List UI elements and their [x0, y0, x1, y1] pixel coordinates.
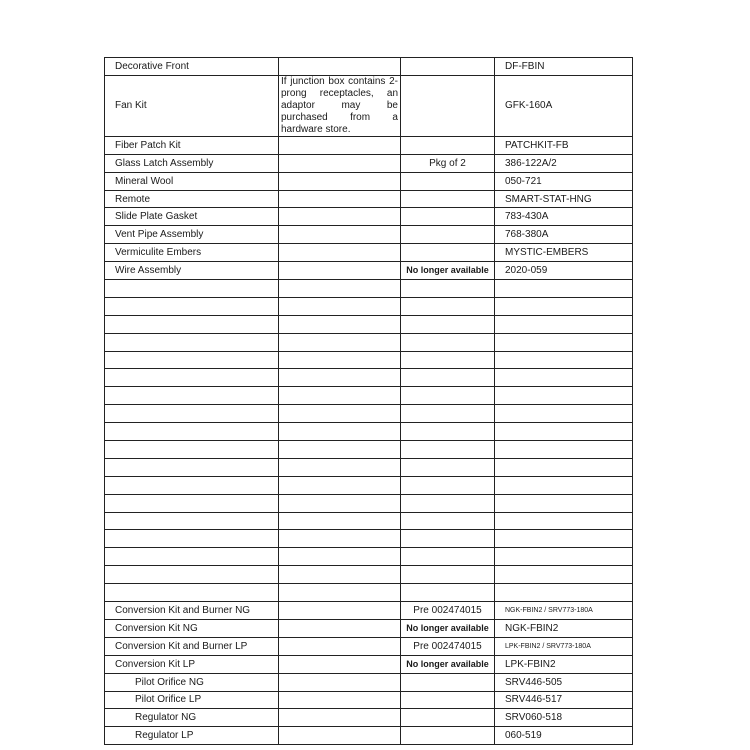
table-row: [105, 226, 633, 244]
empty-cell: [105, 584, 279, 602]
blank-row: [105, 333, 633, 351]
quantity-cell: [401, 136, 495, 154]
note-cell: [279, 637, 401, 655]
table-row: [105, 637, 633, 655]
part-number-cell: LPK-FBIN2 / SRV773-180A: [495, 637, 633, 655]
empty-cell: [495, 548, 633, 566]
part-name-cell: Glass Latch Assembly: [105, 154, 279, 172]
empty-cell: [401, 423, 495, 441]
blank-row: [105, 476, 633, 494]
table-row: [105, 691, 633, 709]
empty-cell: [105, 530, 279, 548]
table-row: [105, 262, 633, 280]
empty-cell: [495, 441, 633, 459]
table-row: [105, 709, 633, 727]
empty-cell: [105, 351, 279, 369]
part-number-cell: 783-430A: [495, 208, 633, 226]
blank-row: [105, 351, 633, 369]
quantity-cell: [401, 58, 495, 76]
empty-cell: [401, 441, 495, 459]
empty-cell: [495, 315, 633, 333]
empty-cell: [495, 512, 633, 530]
table-row: [105, 602, 633, 620]
blank-row: [105, 387, 633, 405]
empty-cell: [105, 405, 279, 423]
empty-cell: [495, 584, 633, 602]
empty-cell: [401, 369, 495, 387]
note-cell: [279, 691, 401, 709]
part-name-cell: Vermiculite Embers: [105, 244, 279, 262]
empty-cell: [401, 315, 495, 333]
parts-table-body: [105, 58, 633, 745]
part-number-cell: SRV446-505: [495, 673, 633, 691]
note-cell: [279, 208, 401, 226]
empty-cell: [279, 566, 401, 584]
part-number-cell: MYSTIC-EMBERS: [495, 244, 633, 262]
empty-cell: [279, 297, 401, 315]
empty-cell: [105, 548, 279, 566]
part-number-cell: 060-519: [495, 727, 633, 745]
empty-cell: [279, 423, 401, 441]
quantity-cell: [401, 208, 495, 226]
empty-cell: [401, 280, 495, 298]
empty-cell: [401, 548, 495, 566]
part-number-cell: SMART-STAT-HNG: [495, 190, 633, 208]
table-row: [105, 619, 633, 637]
table-row: [105, 727, 633, 745]
empty-cell: [105, 387, 279, 405]
part-name-cell: Conversion Kit and Burner LP: [105, 637, 279, 655]
empty-cell: [401, 584, 495, 602]
note-cell: [279, 619, 401, 637]
empty-cell: [279, 280, 401, 298]
quantity-cell: [401, 226, 495, 244]
part-name-cell: Fiber Patch Kit: [105, 136, 279, 154]
note-cell: [279, 709, 401, 727]
note-cell: [279, 58, 401, 76]
quantity-cell: Pkg of 2: [401, 154, 495, 172]
note-cell: [279, 727, 401, 745]
empty-cell: [495, 369, 633, 387]
part-number-cell: LPK-FBIN2: [495, 655, 633, 673]
empty-cell: [105, 315, 279, 333]
quantity-cell: [401, 75, 495, 136]
empty-cell: [495, 566, 633, 584]
empty-cell: [495, 297, 633, 315]
empty-cell: [279, 369, 401, 387]
empty-cell: [105, 423, 279, 441]
note-cell: [279, 673, 401, 691]
quantity-cell: [401, 727, 495, 745]
empty-cell: [495, 351, 633, 369]
empty-cell: [279, 333, 401, 351]
part-name-cell: Conversion Kit and Burner NG: [105, 602, 279, 620]
empty-cell: [279, 315, 401, 333]
empty-cell: [279, 548, 401, 566]
blank-row: [105, 315, 633, 333]
empty-cell: [401, 566, 495, 584]
part-number-cell: SRV446-517: [495, 691, 633, 709]
part-number-cell: NGK-FBIN2: [495, 619, 633, 637]
part-number-cell: NGK-FBIN2 / SRV773-180A: [495, 602, 633, 620]
part-name-cell: Slide Plate Gasket: [105, 208, 279, 226]
table-row: [105, 136, 633, 154]
empty-cell: [401, 512, 495, 530]
quantity-cell: [401, 190, 495, 208]
note-cell: [279, 226, 401, 244]
blank-row: [105, 441, 633, 459]
parts-table: [104, 57, 633, 745]
blank-row: [105, 280, 633, 298]
empty-cell: [279, 351, 401, 369]
note-cell: [279, 154, 401, 172]
table-row: [105, 190, 633, 208]
empty-cell: [401, 333, 495, 351]
blank-row: [105, 297, 633, 315]
part-number-cell: SRV060-518: [495, 709, 633, 727]
empty-cell: [279, 476, 401, 494]
quantity-cell: [401, 691, 495, 709]
empty-cell: [279, 441, 401, 459]
empty-cell: [495, 333, 633, 351]
part-number-cell: DF-FBIN: [495, 58, 633, 76]
table-row: [105, 154, 633, 172]
empty-cell: [279, 584, 401, 602]
empty-cell: [105, 280, 279, 298]
note-cell: [279, 172, 401, 190]
empty-cell: [401, 297, 495, 315]
empty-cell: [401, 387, 495, 405]
empty-cell: [495, 387, 633, 405]
quantity-cell: No longer available: [401, 619, 495, 637]
note-cell: [279, 655, 401, 673]
empty-cell: [105, 333, 279, 351]
empty-cell: [495, 423, 633, 441]
table-row: [105, 244, 633, 262]
part-name-cell: Wire Assembly: [105, 262, 279, 280]
blank-row: [105, 494, 633, 512]
blank-row: [105, 530, 633, 548]
blank-row: [105, 405, 633, 423]
part-name-cell: Vent Pipe Assembly: [105, 226, 279, 244]
empty-cell: [495, 530, 633, 548]
note-cell: [279, 262, 401, 280]
empty-cell: [105, 369, 279, 387]
part-number-cell: PATCHKIT-FB: [495, 136, 633, 154]
part-number-cell: 050-721: [495, 172, 633, 190]
part-number-cell: 386-122A/2: [495, 154, 633, 172]
empty-cell: [105, 494, 279, 512]
part-name-cell: Decorative Front: [105, 58, 279, 76]
blank-row: [105, 584, 633, 602]
table-row: [105, 172, 633, 190]
empty-cell: [495, 476, 633, 494]
part-number-cell: 2020-059: [495, 262, 633, 280]
empty-cell: [105, 458, 279, 476]
empty-cell: [495, 458, 633, 476]
empty-cell: [105, 476, 279, 494]
empty-cell: [105, 566, 279, 584]
empty-cell: [105, 512, 279, 530]
blank-row: [105, 369, 633, 387]
blank-row: [105, 458, 633, 476]
part-name-cell: Pilot Orifice NG: [105, 673, 279, 691]
note-cell: [279, 190, 401, 208]
part-name-cell: Conversion Kit LP: [105, 655, 279, 673]
note-cell: [279, 602, 401, 620]
empty-cell: [105, 441, 279, 459]
empty-cell: [495, 280, 633, 298]
empty-cell: [105, 297, 279, 315]
note-cell: If junction box contains 2-prong receptacles, an adaptor may be purchased from a hardware store.: [279, 75, 401, 136]
part-name-cell: Conversion Kit NG: [105, 619, 279, 637]
part-name-cell: Pilot Orifice LP: [105, 691, 279, 709]
table-row: [105, 673, 633, 691]
quantity-cell: Pre 002474015: [401, 637, 495, 655]
blank-row: [105, 512, 633, 530]
empty-cell: [279, 512, 401, 530]
empty-cell: [279, 387, 401, 405]
empty-cell: [401, 458, 495, 476]
quantity-cell: [401, 172, 495, 190]
empty-cell: [401, 494, 495, 512]
blank-row: [105, 548, 633, 566]
empty-cell: [401, 351, 495, 369]
quantity-cell: [401, 244, 495, 262]
empty-cell: [495, 494, 633, 512]
empty-cell: [401, 476, 495, 494]
table-row: [105, 655, 633, 673]
part-number-cell: 768-380A: [495, 226, 633, 244]
quantity-cell: [401, 709, 495, 727]
empty-cell: [279, 494, 401, 512]
empty-cell: [401, 530, 495, 548]
part-name-cell: Regulator LP: [105, 727, 279, 745]
empty-cell: [401, 405, 495, 423]
quantity-cell: Pre 002474015: [401, 602, 495, 620]
empty-cell: [279, 530, 401, 548]
quantity-cell: No longer available: [401, 655, 495, 673]
table-row: [105, 58, 633, 76]
part-name-cell: Mineral Wool: [105, 172, 279, 190]
blank-row: [105, 423, 633, 441]
note-cell: [279, 136, 401, 154]
part-number-cell: GFK-160A: [495, 75, 633, 136]
part-name-cell: Regulator NG: [105, 709, 279, 727]
part-name-cell: Fan Kit: [105, 75, 279, 136]
quantity-cell: No longer available: [401, 262, 495, 280]
part-name-cell: Remote: [105, 190, 279, 208]
quantity-cell: [401, 673, 495, 691]
blank-row: [105, 566, 633, 584]
empty-cell: [279, 405, 401, 423]
empty-cell: [495, 405, 633, 423]
note-cell: [279, 244, 401, 262]
empty-cell: [279, 458, 401, 476]
table-row: [105, 208, 633, 226]
table-row: [105, 75, 633, 136]
